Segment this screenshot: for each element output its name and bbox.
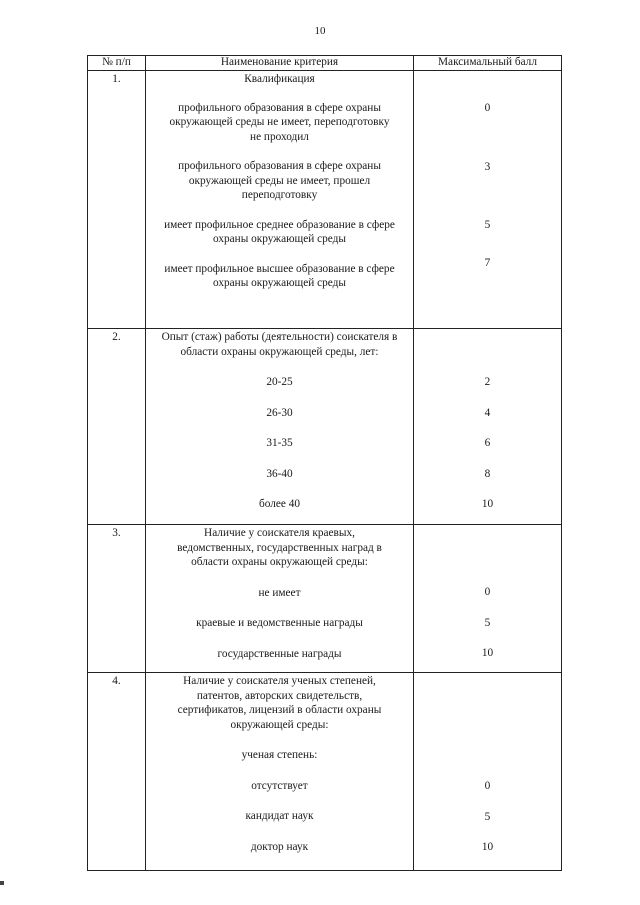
section-number: 1. bbox=[88, 71, 146, 329]
header-max-score: Максимальный балл bbox=[414, 56, 562, 71]
option-label: имеет профильное среднее образование в сфере охраны окружающей среды bbox=[164, 218, 395, 245]
score-value: 10 bbox=[481, 498, 494, 510]
option-label: более 40 bbox=[258, 498, 301, 510]
header-num: № п/п bbox=[88, 56, 146, 71]
section-number: 4. bbox=[88, 673, 146, 871]
score-value: 0 bbox=[484, 586, 491, 598]
criterion-title: Опыт (стаж) работы (деятельности) соискателя в области охраны окружающей среды, лет: bbox=[161, 331, 398, 358]
score-value: 5 bbox=[484, 616, 491, 629]
table-header-row bbox=[88, 56, 562, 71]
score-value: 6 bbox=[484, 437, 491, 449]
option-label: краевые и ведомственные награды bbox=[196, 617, 363, 629]
section-number: 3. bbox=[88, 525, 146, 673]
option-label: профильного образования в сфере охраны окружающей среды не имеет, прошел переподготовку bbox=[178, 160, 381, 201]
option-label: отсутствует bbox=[251, 779, 308, 792]
option-label: 36-40 bbox=[266, 467, 293, 480]
section-degrees bbox=[88, 673, 562, 871]
scan-mark bbox=[0, 881, 4, 885]
score-value: 7 bbox=[484, 256, 491, 269]
option-label: кандидат наук bbox=[245, 810, 314, 822]
section-number: 2. bbox=[88, 329, 146, 525]
score-value: 2 bbox=[484, 376, 491, 388]
option-label: не имеет bbox=[258, 586, 301, 599]
score-cell bbox=[414, 525, 562, 673]
option-label: доктор наук bbox=[250, 840, 309, 853]
page-number: 10 bbox=[314, 25, 326, 37]
criterion-title: Наличие у соискателя краевых, ведомственных, государственных наград в области охраны окружающей среды: bbox=[177, 527, 382, 568]
score-cell bbox=[414, 71, 562, 329]
option-label: имеет профильное высшее образование в сфере охраны окружающей среды bbox=[164, 262, 395, 289]
score-value: 3 bbox=[484, 160, 491, 173]
score-value: 8 bbox=[484, 467, 491, 480]
option-subtitle: ученая степень: bbox=[241, 749, 318, 761]
section-qualification bbox=[88, 71, 562, 329]
score-value: 10 bbox=[481, 647, 494, 659]
option-label: 31-35 bbox=[266, 437, 293, 449]
criteria-table bbox=[87, 55, 562, 871]
score-value: 5 bbox=[484, 219, 491, 231]
option-label: профильного образования в сфере охраны окружающей среды не имеет, переподготовку не проходил bbox=[169, 101, 390, 143]
criterion-cell bbox=[146, 673, 414, 871]
score-cell bbox=[414, 673, 562, 871]
score-value: 10 bbox=[481, 841, 494, 853]
criterion-cell bbox=[146, 329, 414, 525]
score-value: 0 bbox=[484, 780, 491, 792]
section-awards bbox=[88, 525, 562, 673]
criterion-title: Квалификация bbox=[244, 73, 315, 85]
score-value: 5 bbox=[484, 810, 491, 823]
option-label: государственные награды bbox=[217, 647, 342, 660]
option-label: 20-25 bbox=[266, 376, 293, 388]
criterion-cell bbox=[146, 71, 414, 329]
option-label: 26-30 bbox=[266, 406, 293, 419]
section-experience bbox=[88, 329, 562, 525]
score-value: 0 bbox=[484, 102, 491, 114]
criterion-cell bbox=[146, 525, 414, 673]
score-value: 4 bbox=[484, 406, 491, 419]
score-cell bbox=[414, 329, 562, 525]
header-criterion: Наименование критерия bbox=[146, 56, 414, 71]
criterion-title: Наличие у соискателя ученых степеней, патентов, авторских свидетельств, сертификатов, лицензий в области охраны окружающей среды: bbox=[177, 675, 382, 731]
